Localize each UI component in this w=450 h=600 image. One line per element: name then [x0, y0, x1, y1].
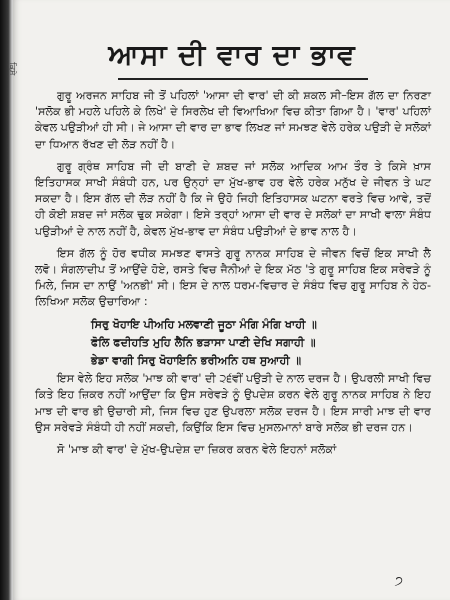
- verse-line-2: ਫੋਲਿ ਫਦੀਹਤਿ ਮੁਹਿ ਲੈਨਿ ਭੜਾਸਾ ਪਾਣੀ ਦੇਖਿ ਸਗਾਹੀ ॥: [91, 335, 316, 349]
- book-page: [12, 0, 450, 600]
- paragraph-3: ਇਸ ਗੱਲ ਨੂੰ ਹੋਰ ਵਧੀਕ ਸਮਝਣ ਵਾਸਤੇ ਗੁਰੂ ਨਾਨਕ ਸਾਹਿਬ ਦੇ ਜੀਵਨ ਵਿਚੋਂ ਇਕ ਸਾਖੀ ਲੈ ਲਵੋ। ਸੰਗਲਾਦੀਪ ਤੋਂ ਆਉਂਦੇ ਹੋਏ, ਰਸਤੇ ਵਿਚ ਜੈਨੀਆਂ ਦੇ ਇਕ ਮੱਠ 'ਤੇ ਗੁਰੂ ਸਾਹਿਬ ਇਕ ਸਰੇਵੜੇ ਨੂੰ ਮਿਲੇ, ਜਿਸ ਦਾ ਨਾਉਂ 'ਅਨਭੀ' ਸੀ। ਇਸ ਦੇ ਨਾਲ ਧਰਮ-ਵਿਚਾਰ ਦੇ ਸੰਬੰਧ ਵਿਚ ਗੁਰੂ ਸਾਹਿਬ ਨੇ ਹੇਠ-ਲਿਖਿਆ ਸਲੋਕ ਉਚਾਰਿਆ :: [35, 246, 431, 309]
- paragraph-4: ਇਸ ਵੇਲੇ ਇਹ ਸਲੋਕ 'ਮਾਝ ਕੀ ਵਾਰ' ਦੀ ੨੬ਵੀਂ ਪਉੜੀ ਦੇ ਨਾਲ ਦਰਜ ਹੈ। ਉਪਰਲੀ ਸਾਖੀ ਵਿਚ ਕਿਤੇ ਇਹ ਜ਼ਿਕਰ ਨਹੀਂ ਆਉਂਦਾ ਕਿ ਉਸ ਸਰੇਵੜੇ ਨੂੰ ਉਪਦੇਸ਼ ਕਰਨ ਵੇਲੇ ਗੁਰੂ ਨਾਨਕ ਸਾਹਿਬ ਨੇ ਇਹ ਮਾਝ ਦੀ ਵਾਰ ਭੀ ਉਚਾਰੀ ਸੀ, ਜਿਸ ਵਿਚ ਹੁਣ ਉਪਰਲਾ ਸਲੋਕ ਦਰਜ ਹੈ। ਇਸ ਸਾਰੀ ਮਾਝ ਦੀ ਵਾਰ ਉਸ ਸਰੇਵੜੇ ਸੰਬੰਧੀ ਹੀ ਨਹੀਂ ਸਕਦੀ, ਕਿਉਂਕਿ ਇਸ ਵਿਚ ਮੁਸਲਮਾਨਾਂ ਬਾਰੇ ਸਲੋਕ ਭੀ ਦਰਜ ਹਨ।: [35, 372, 431, 434]
- body-text: [35, 88, 431, 464]
- book-gutter: [0, 0, 12, 600]
- margin-note: ਕਿਸੇ: [8, 62, 17, 76]
- paragraph-2: ਗੁਰੂ ਗ੍ਰੰਥ ਸਾਹਿਬ ਜੀ ਦੀ ਬਾਣੀ ਦੇ ਸ਼ਬਦ ਜਾਂ ਸਲੋਕ ਆਦਿਕ ਆਮ ਤੌਰ ਤੇ ਕਿਸੇ ਖ਼ਾਸ ਇਤਿਹਾਸਕ ਸਾਖੀ ਸੰਬੰਧੀ ਹਨ, ਪਰ ਉਨ੍ਹਾਂ ਦਾ ਮੁੱਖ-ਭਾਵ ਹਰ ਵੇਲੇ ਹਰੇਕ ਮਨੁੱਖ ਦੇ ਜੀਵਨ ਤੇ ਘਟ ਸਕਦਾ ਹੈ। ਇਸ ਗੱਲ ਦੀ ਲੋੜ ਨਹੀਂ ਹੈ ਕਿ ਜੇ ਉਹੋ ਜਿਹੀ ਇਤਿਹਾਸਕ ਘਟਨਾ ਵਰਤੇ ਵਿਚ ਆਵੇ, ਤਦੋਂ ਹੀ ਕੋਈ ਸ਼ਬਦ ਜਾਂ ਸਲੋਕ ਢੁਕ ਸਕੇਗਾ। ਇਸੇ ਤਰ੍ਹਾਂ ਆਸਾ ਦੀ ਵਾਰ ਦੇ ਸਲੋਕਾਂ ਦਾ ਸਾਖੀ ਵਾਲਾ ਸੰਬੰਧ ਪਉੜੀਆਂ ਦੇ ਨਾਲ ਨਹੀਂ ਹੈ, ਕੇਵਲ ਮੁੱਖ-ਭਾਵ ਦਾ ਸੰਬੰਧ ਪਉੜੀਆਂ ਦੇ ਭਾਵ ਨਾਲ ਹੈ।: [35, 159, 431, 238]
- paragraph-1: ਗੁਰੂ ਅਰਜਨ ਸਾਹਿਬ ਜੀ ਤੋਂ ਪਹਿਲਾਂ 'ਆਸਾ ਦੀ ਵਾਰ' ਦੀ ਕੀ ਸ਼ਕਲ ਸੀ–ਇਸ ਗੱਲ ਦਾ ਨਿਰਣਾ 'ਸਲੋਕ ਭੀ ਮਹਲੇ ਪਹਿਲੇ ਕੇ ਲਿਖੇ' ਦੇ ਸਿਰਲੇਖ ਦੀ ਵਿਆਖਿਆ ਵਿਚ ਕੀਤਾ ਗਿਆ ਹੈ। 'ਵਾਰ' ਪਹਿਲਾਂ ਕੇਵਲ ਪਉੜੀਆਂ ਹੀ ਸੀ। ਜੇ ਆਸਾ ਦੀ ਵਾਰ ਦਾ ਭਾਵ ਲਿਖਣ ਜਾਂ ਸਮਝਣ ਵੇਲੇ ਹਰੇਕ ਪਉੜੀ ਦੇ ਸਲੋਕਾਂ ਦਾ ਧਿਆਨ ਰੱਖਣ ਦੀ ਲੋੜ ਨਹੀਂ ਹੈ।: [35, 89, 431, 151]
- title-underline: [118, 78, 368, 80]
- verse-line-3: ਭੇਡਾ ਵਾਗੀ ਸਿਰੁ ਖੋਹਾਇਨਿ ਭਰੀਅਨਿ ਹਥ ਸੁਆਹੀ ॥: [91, 354, 302, 368]
- page-title: ਆਸਾ ਦੀ ਵਾਰ ਦਾ ਭਾਵ: [108, 38, 356, 71]
- page-number: ੭: [394, 574, 403, 589]
- paragraph-5: ਸੋ 'ਮਾਝ ਕੀ ਵਾਰ' ਦੇ ਮੁੱਖ-ਉਪਦੇਸ਼ ਦਾ ਜ਼ਿਕਰ ਕਰਨ ਵੇਲੇ ਇਹਨਾਂ ਸਲੋਕਾਂ: [57, 443, 337, 457]
- verse-line-1: ਸਿਰੁ ਖੋਹਾਇ ਪੀਅਹਿ ਮਲਵਾਣੀ ਜੂਠਾ ਮੰਗਿ ਮੰਗਿ ਖਾਹੀ ॥: [91, 317, 317, 331]
